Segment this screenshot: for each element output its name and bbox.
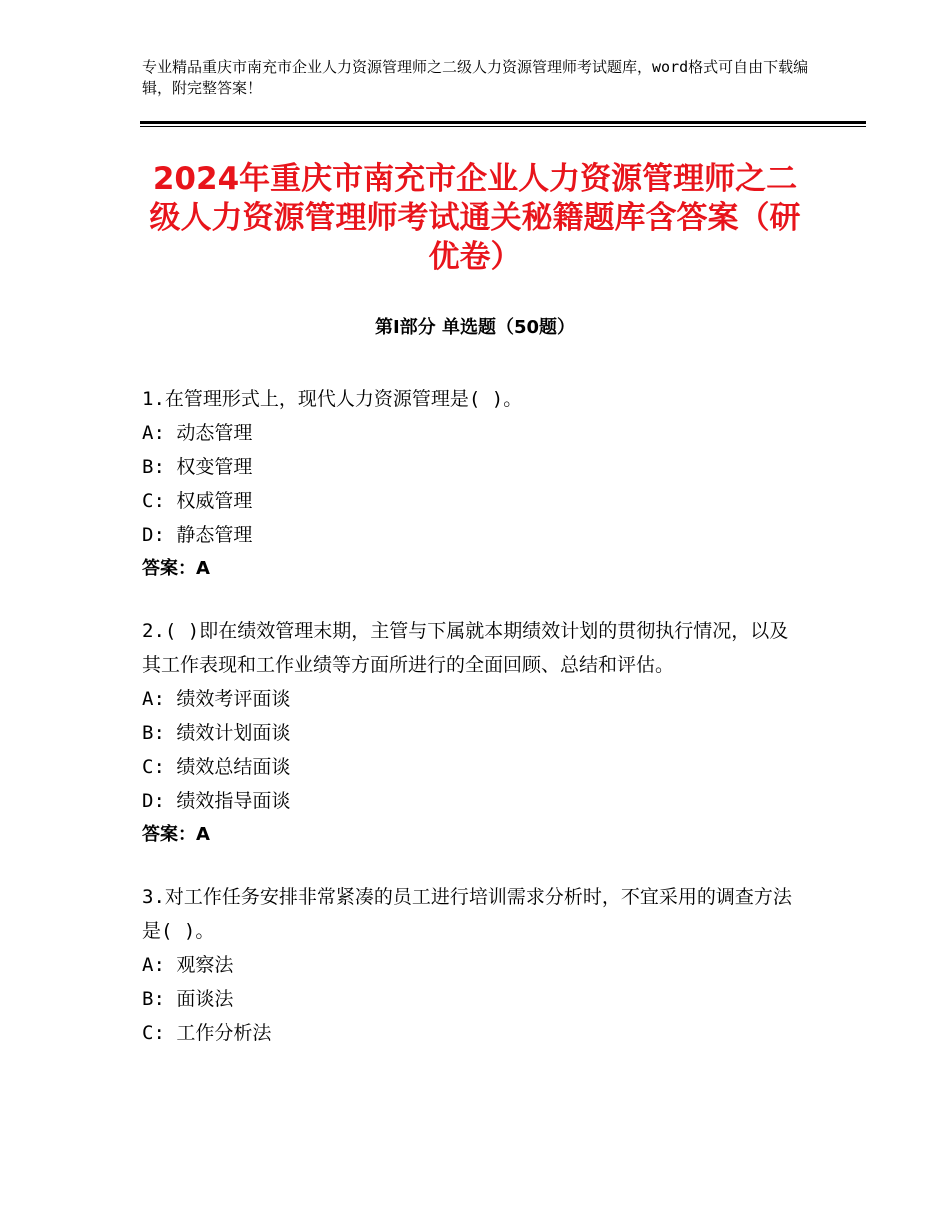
question-2 <box>142 614 802 852</box>
answer-label: 答案：A <box>142 824 210 845</box>
option-d: D: 绩效指导面谈 <box>142 790 291 812</box>
option-b: B: 绩效计划面谈 <box>142 722 291 744</box>
option-a: A: 绩效考评面谈 <box>142 688 291 710</box>
option-c: C: 绩效总结面谈 <box>142 756 291 778</box>
option-c: C: 工作分析法 <box>142 1022 272 1044</box>
document-title: 2024年重庆市南充市企业人力资源管理师之二级人力资源管理师考试通关秘籍题库含答案（研优卷） <box>149 161 801 275</box>
question-3 <box>142 880 802 1050</box>
option-b: B: 权变管理 <box>142 456 253 478</box>
header-note: 专业精品重庆市南充市企业人力资源管理师之二级人力资源管理师考试题库，word格式可自由下载编辑，附完整答案！ <box>142 58 809 97</box>
section-title: 第Ⅰ部分 单选题（50题） <box>374 317 575 338</box>
header-divider-thick <box>140 121 866 124</box>
question-stem: 3.对工作任务安排非常紧凑的员工进行培训需求分析时，不宜采用的调查方法是( )。 <box>142 886 792 942</box>
option-a: A: 观察法 <box>142 954 234 976</box>
question-stem: 1.在管理形式上，现代人力资源管理是( )。 <box>142 388 523 410</box>
header-divider-thin <box>140 126 866 127</box>
question-1 <box>142 382 802 586</box>
option-d: D: 静态管理 <box>142 524 253 546</box>
question-stem: 2.( )即在绩效管理末期，主管与下属就本期绩效计划的贯彻执行情况，以及其工作表现和工作业绩等方面所进行的全面回顾、总结和评估。 <box>142 620 789 676</box>
question-list <box>142 382 802 1078</box>
option-b: B: 面谈法 <box>142 988 234 1010</box>
answer-label: 答案：A <box>142 558 210 579</box>
option-c: C: 权威管理 <box>142 490 253 512</box>
option-a: A: 动态管理 <box>142 422 253 444</box>
